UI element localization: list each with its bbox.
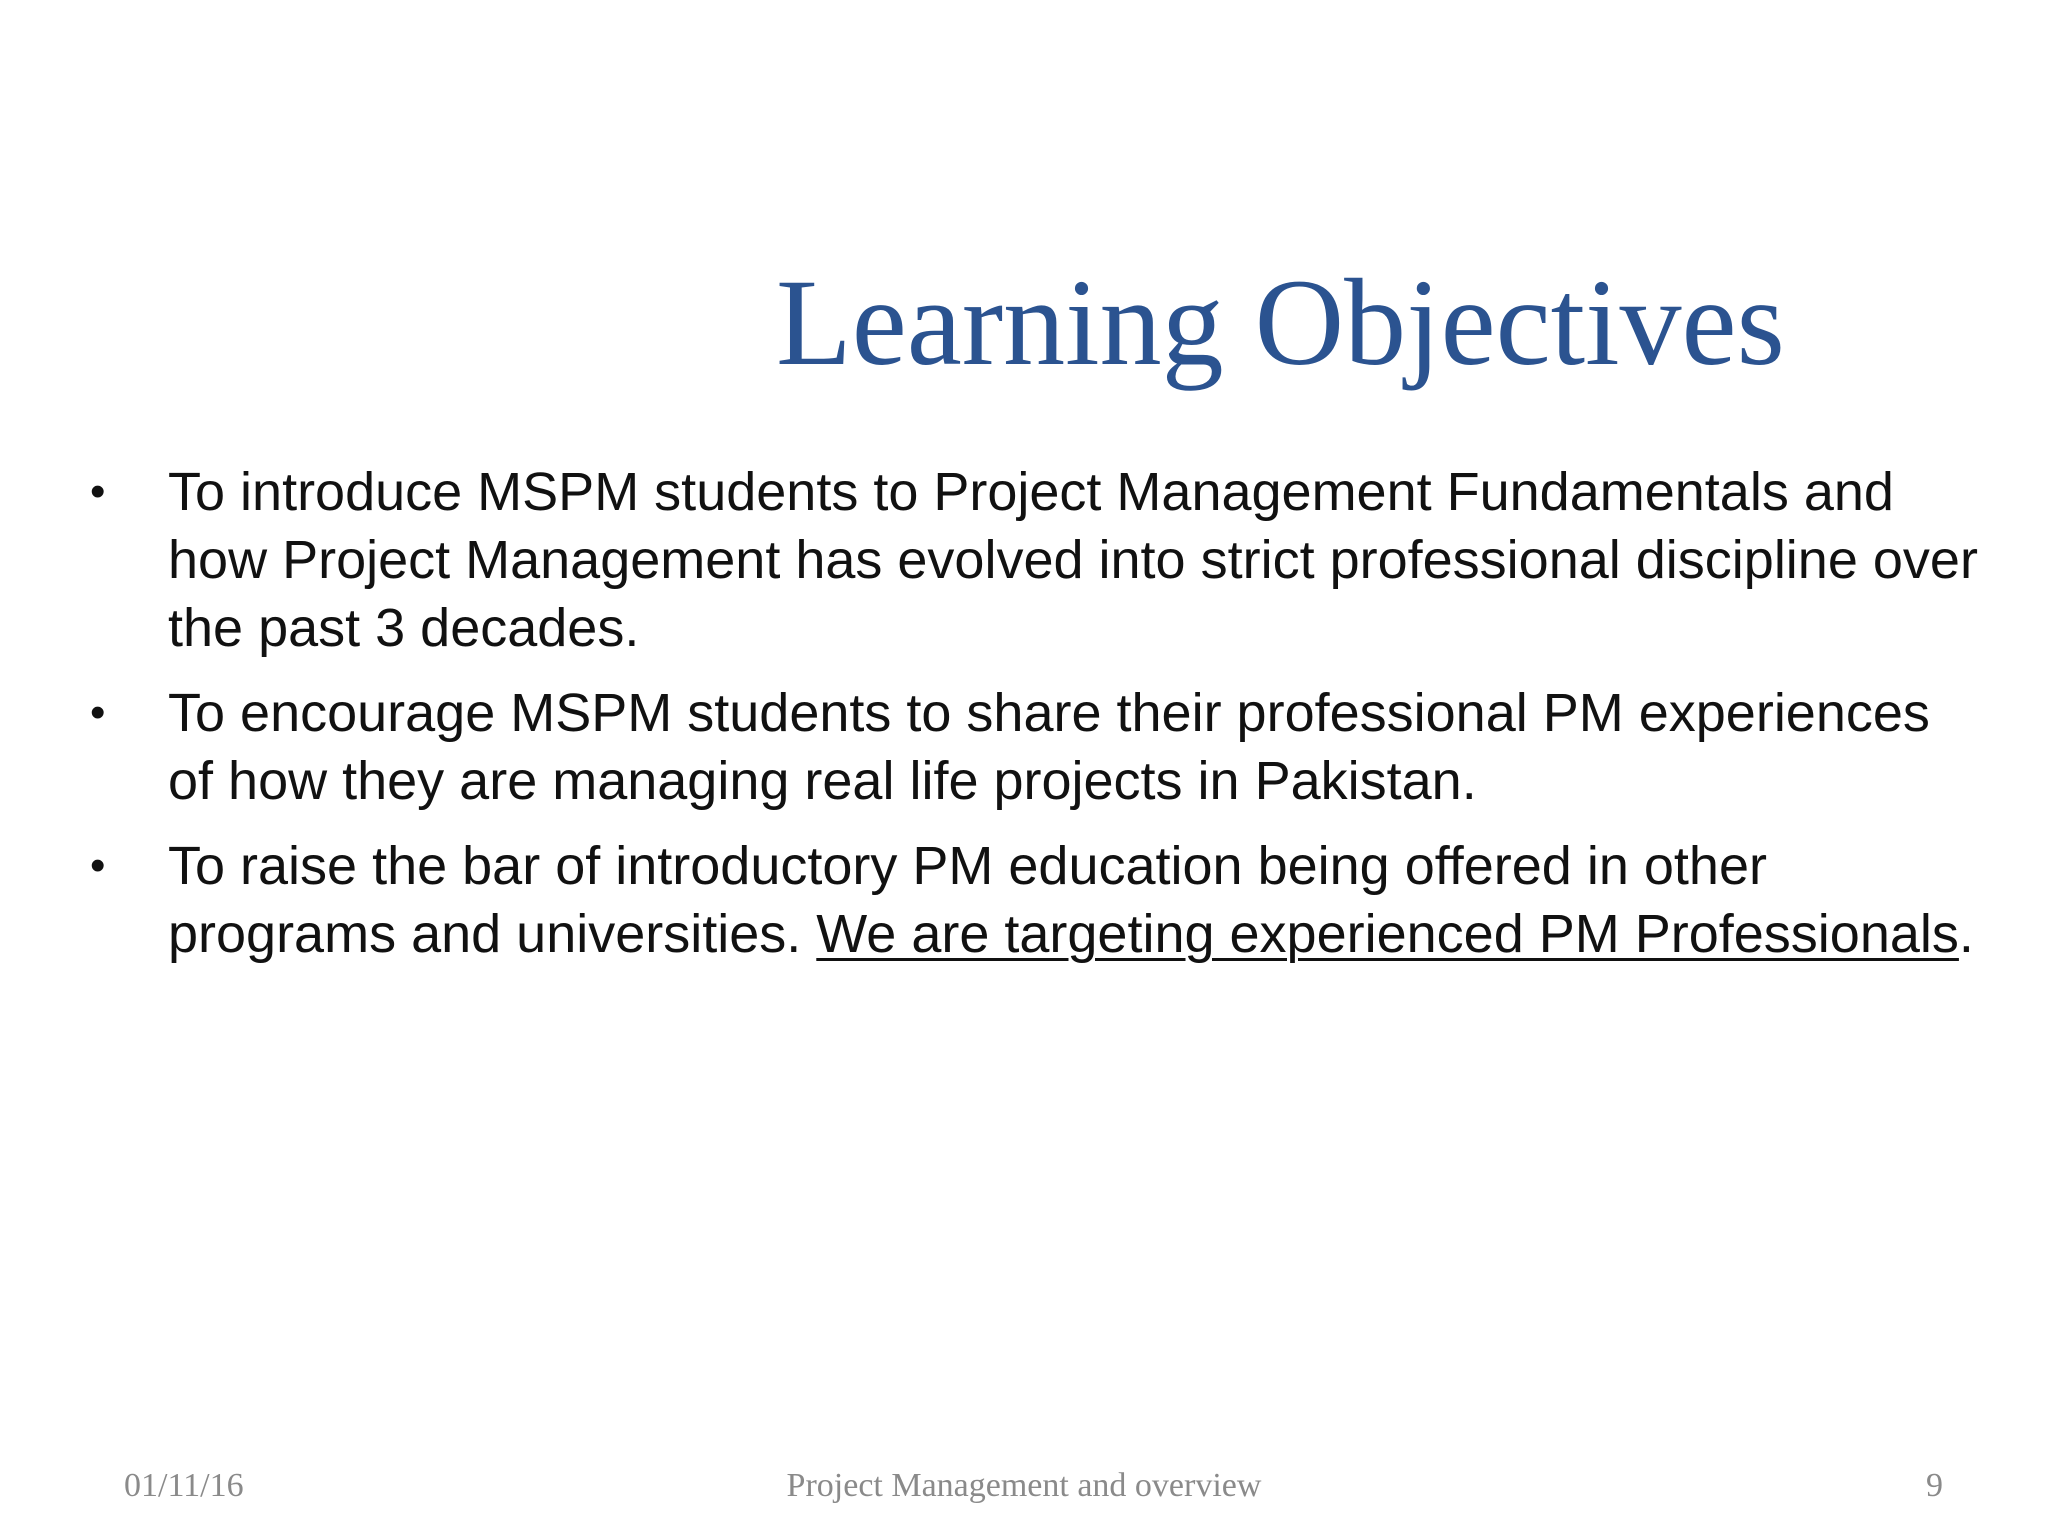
- bullet-text: To introduce MSPM students to Project Management Fundamentals and how Project Management has evolved into strict professional discipline over the past 3 decades.: [168, 462, 1978, 658]
- bullet-list: [84, 458, 1984, 985]
- bullet-item-3: [84, 832, 1984, 968]
- bullet-text: To raise the bar of introductory PM education being offered in other programs and universities.: [168, 836, 1767, 964]
- bullet-text-end: .: [1958, 904, 1974, 964]
- bullet-underlined-text: We are targeting experienced PM Professionals: [816, 904, 1959, 964]
- bullet-icon: •: [90, 688, 106, 737]
- footer-title: Project Management and overview: [786, 1467, 1262, 1504]
- footer-page-number: 9: [1926, 1467, 1943, 1504]
- bullet-icon: •: [90, 841, 106, 890]
- bullet-icon: •: [90, 467, 106, 516]
- footer-date: 01/11/16: [124, 1467, 244, 1504]
- slide-title: Learning Objectives: [776, 254, 1785, 391]
- bullet-text: To encourage MSPM students to share their professional PM experiences of how they are managing real life projects in Pakistan.: [168, 683, 1930, 811]
- bullet-item-2: [84, 679, 1984, 815]
- bullet-item-1: [84, 458, 1984, 662]
